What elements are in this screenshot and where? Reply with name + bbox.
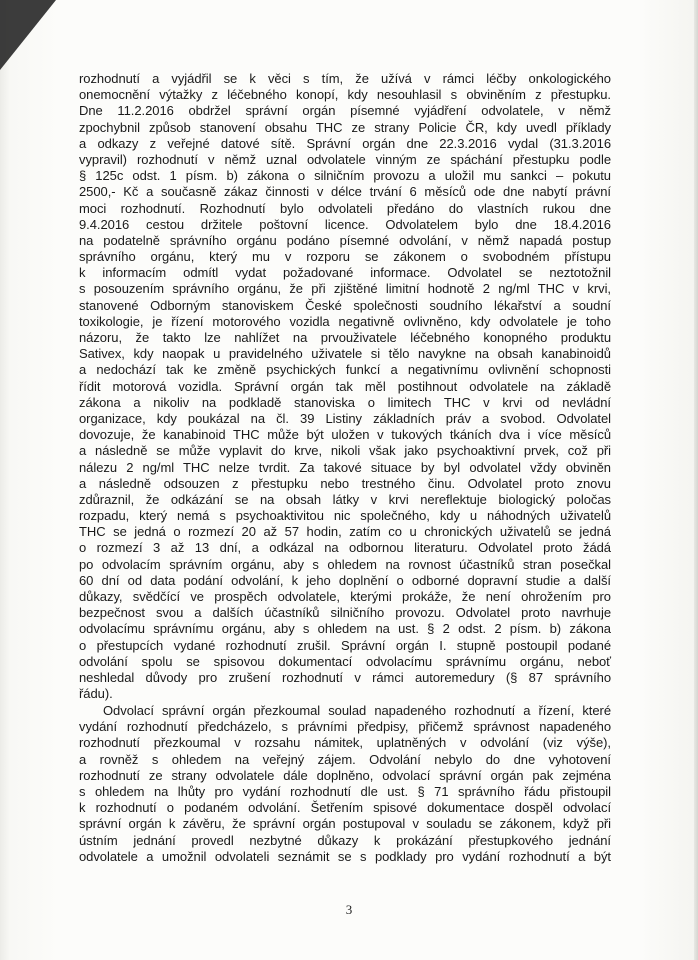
text-line: po odvolacím správním orgánu, aby s ohledem na rovnost účastníků stran posečkal [79, 556, 611, 572]
text-line: zákona a nikoliv na podkladě stanoviska o limitech THC v krvi od nevládní [79, 394, 611, 410]
text-line: zpochybnil způsob stanovení obsahu THC ze strany Policie ČR, kdy uvedl příklady [79, 119, 611, 135]
text-line: Dne 11.2.2016 obdržel správní orgán písemné vyjádření odvolatele, v němž [79, 103, 611, 119]
text-line: s posouzením správního orgánu, že při zjištěné limitní hodnotě 2 ng/ml THC v krvi, [79, 281, 611, 297]
text-line: o rozmezí 3 až 13 dní, a odkázal na odbornou literaturu. Odvolatel proto žádá [79, 540, 611, 556]
text-line: dovozuje, že kanabinoid THC může být uložen v tukových tkáních dva i více měsíců [79, 427, 611, 443]
text-line: odvolatele a umožnil odvolateli seznámit se s podklady pro vydání rozhodnutí a být [79, 848, 611, 864]
text-line: k informacím odmítl vydat požadované informace. Odvolatel se neztotožnil [79, 265, 611, 281]
text-line: ústním jednání provedl nezbytné důkazy k prokázání přestupkového jednání [79, 832, 611, 848]
text-line: 2500,- Kč a současně zákaz činnosti v délce trvání 6 měsíců ode dne nabytí právní [79, 184, 611, 200]
text-line: řádu). [79, 686, 113, 702]
text-line: bezpečnost svou a dalších účastníků silničního provozu. Odvolatel proto navrhuje [79, 605, 611, 621]
text-line: THC se jedná o rozmezí 20 až 57 hodin, zatím co u chronických uživatelů se jedná [79, 524, 611, 540]
text-line: moci rozhodnutí. Rozhodnutí bylo odvolateli předáno do vlastních rukou dne [79, 200, 611, 216]
text-line: a následně odsouzen z přestupku nebo trestného činu. Odvolatel proto znovu [79, 475, 611, 491]
text-line: Sativex, kdy naopak u pravidelného uživatele si tělo navykne na obsah kanabinoidů [79, 346, 611, 362]
text-line: onemocnění výtažky z léčebného konopí, kdy nesouhlasil s obviněním z přestupku. [79, 87, 611, 103]
paragraph-1 [79, 71, 611, 702]
text-line: vydání rozhodnutí předcházelo, s právními předpisy, přičemž správnost napadeného [79, 719, 611, 735]
text-line: s ohledem na lhůty pro vydání rozhodnutí dle ust. § 71 správního řádu přistoupil [79, 783, 611, 799]
text-line: 9.4.2016 cestou držitele poštovní licence. Odvolatelem bylo dne 18.4.2016 [79, 216, 611, 232]
text-line: odvolacímu správnímu orgánu, aby s ohledem na ust. § 2 odst. 2 písm. b) zákona [79, 621, 611, 637]
paragraph-2 [79, 703, 611, 865]
text-line: na podatelně správního orgánu podáno písemné odvolání, v němž napadá postup [79, 232, 611, 248]
text-line: správního orgánu, který mu v rozporu se zákonem o svobodném přístupu [79, 249, 611, 265]
text-line: a nedochází tak ke změně psychických funkcí a negativnímu ovlivnění schopnosti [79, 362, 611, 378]
text-line: 60 dní od data podání odvolání, k jeho doplnění o odborné dopravní studie a další [79, 572, 611, 588]
text-line: důkazy, svědčící ve prospěch odvolatele, kterými prokáže, že není ohrožením pro [79, 589, 611, 604]
text-line: o přestupcích vydané rozhodnutí zrušil. Správní orgán I. stupně postoupil podané [79, 637, 611, 653]
text-line: zdůraznil, že odkázání se na obsah látky v krvi nereflektuje biologický poločas [79, 491, 611, 507]
text-line: a rovněž s ohledem na veřejný zájem. Odvolání nebylo do dne vyhotovení [79, 751, 611, 767]
text-line: organizace, kdy poukázal na čl. 39 Listiny základních práv a svobod. Odvolatel [79, 410, 611, 426]
text-line: § 125c odst. 1 písm. b) zákona o silničním provozu a uložil mu sankci – pokutu [79, 168, 611, 184]
text-line: rozhodnutí ze strany odvolatele dále doplněno, odvolací správní orgán pak zejména [79, 767, 611, 783]
scan-corner-shadow [0, 0, 56, 70]
page-number: 3 [345, 902, 353, 917]
text-line: Odvolací správní orgán přezkoumal soulad napadeného rozhodnutí a řízení, které [103, 703, 611, 718]
text-line: a následně se může vyplavit do krve, nikoli však jako psychoaktivní prvek, což při [79, 443, 611, 459]
text-line: názoru, že takto lze nahlížet na prvouživatele léčebného konopného produktu [79, 330, 611, 345]
text-line: a odkazy z veřejné datové sítě. Správní orgán dne 22.3.2016 vydal (31.3.2016 [79, 135, 611, 151]
text-line: rozpadu, který nemá s psychoaktivitou nic společného, kdy u náhodných uživatelů [79, 508, 611, 524]
text-line: správní orgán k závěru, že správní orgán postupoval v souladu se zákonem, když při [79, 816, 611, 832]
text-line: nálezu 2 ng/ml THC nelze tvrdit. Za takové situace by byl odvolatel vždy obviněn [79, 459, 611, 475]
text-line: řídit motorová vozidla. Správní orgán tak měl postihnout odvolatele na základě [79, 378, 611, 394]
text-line: rozhodnutí přezkoumal v rozsahu námitek, uplatněných v odvolání (viz výše), [79, 735, 611, 751]
text-line: odvolání spolu se spisovou dokumentací odvolacímu správnímu orgánu, neboť [79, 653, 611, 669]
scan-right-edge [694, 0, 698, 960]
text-line: stanovené Odborným stanoviskem České společnosti soudního lékařství a soudní [79, 297, 611, 313]
text-line: neshledal důvody pro zrušení rozhodnutí v rámci autoremedury (§ 87 správního [79, 669, 611, 685]
text-line: vypravil) rozhodnutí v němž uznal odvolatele vinným ze spáchání přestupku podle [79, 151, 611, 167]
text-line: rozhodnutí a vyjádřil se k věci s tím, že užívá v rámci léčby onkologického [79, 71, 611, 86]
text-line: toxikologie, je řízení motorového vozidla negativně ovlivněno, kdy odvolatele je toho [79, 313, 611, 329]
text-line: k rozhodnutí o podaném odvolání. Šetřením spisové dokumentace dospěl odvolací [79, 800, 611, 816]
